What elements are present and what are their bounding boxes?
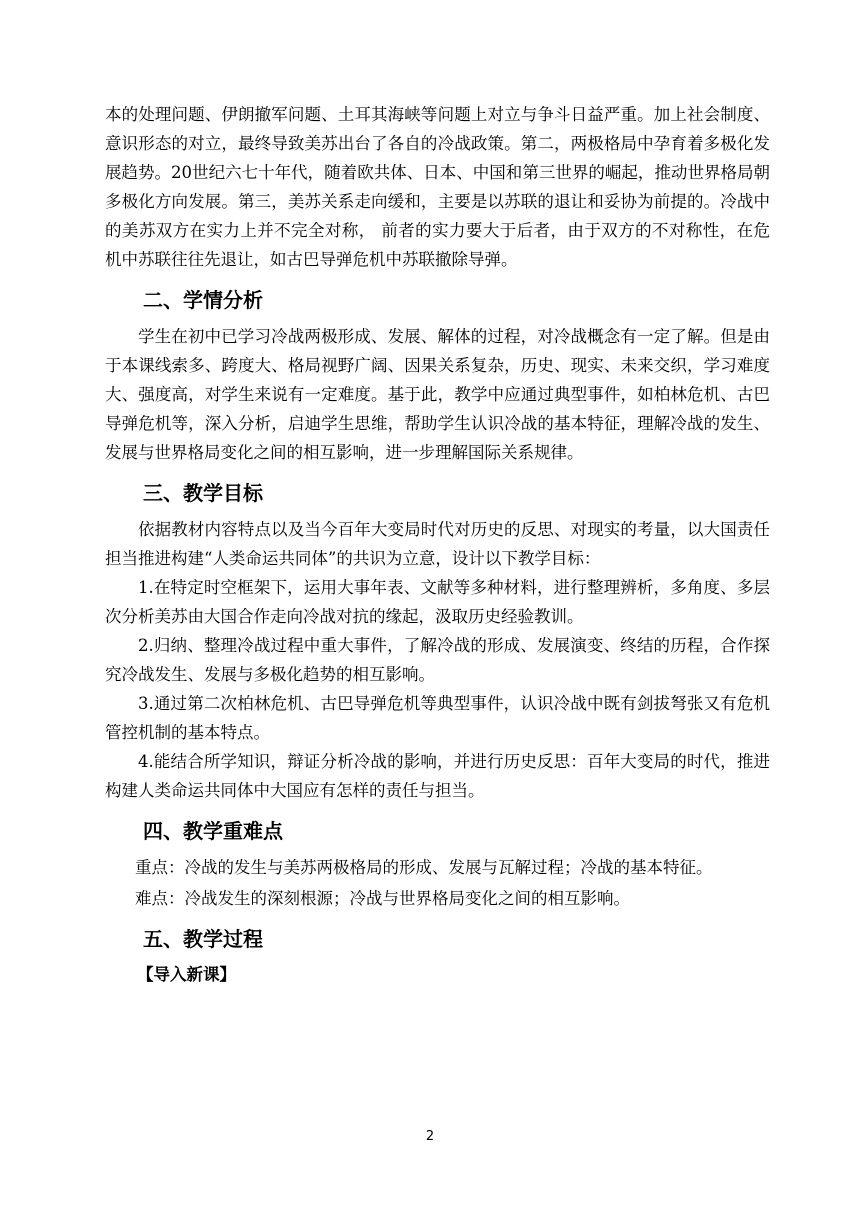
section-heading-learner-analysis: 二、学情分析 [143,288,263,312]
page-number: 2 [425,1129,435,1144]
intro-lesson-subheading: 【导入新课】 [137,965,236,984]
learner-analysis-paragraph: 学生在初中已学习冷战两极形成、发展、解体的过程，对冷战概念有一定了解。但是由于本课线索多、跨度大、格局视野广阔、因果关系复杂，历史、现实、未来交织，学习难度大、强度高，对学生来说有一定难度。基于此，教学中应通过典型事件，如柏林危机、古巴导弹危机等，深入分析，启迪学生思维，帮助学生认识冷战的基本特征，理解冷战的发生、发展与世界格局变化之间的相互影响，进一步理解国际关系规律。 [105,327,770,462]
difficult-point-text: 难点：冷战发生的深刻根源；冷战与世界格局变化之间的相互影响。 [135,889,630,908]
section-heading-teaching-goals: 三、教学目标 [143,481,263,505]
teaching-goal-item: 4.能结合所学知识，辩证分析冷战的影响，并进行历史反思：百年大变局的时代，推进构建人类命运共同体中大国应有怎样的责任与担当。 [105,752,770,800]
page-content [105,100,770,989]
section-heading-teaching-process: 五、教学过程 [143,927,263,951]
intro-paragraph: 本的处理问题、伊朗撤军问题、土耳其海峡等问题上对立与争斗日益严重。加上社会制度、意识形态的对立，最终导致美苏出台了各自的冷战政策。第二，两极格局中孕育着多极化发展趋势。20世纪六七十年代，随着欧共体、日本、中国和第三世界的崛起，推动世界格局朝多极化方向发展。第三，美苏关系走向缓和，主要是以苏联的退让和妥协为前提的。冷战中的美苏双方在实力上并不完全对称， 前者的实力要大于后者，由于双方的不对称性，在危机中苏联往往先退让，如古巴导弹危机中苏联撤除导弹。 [105,105,770,269]
key-point-text: 重点：冷战的发生与美苏两极格局的形成、发展与瓦解过程；冷战的基本特征。 [135,858,713,877]
teaching-goal-item: 3.通过第二次柏林危机、古巴导弹危机等典型事件，认识冷战中既有剑拔弩张又有危机管控机制的基本特点。 [105,694,770,742]
section-heading-key-points: 四、教学重难点 [143,819,283,843]
teaching-goal-item: 2.归纳、整理冷战过程中重大事件，了解冷战的形成、发展演变、终结的历程，合作探究冷战发生、发展与多极化趋势的相互影响。 [105,636,770,684]
teaching-goal-item: 1.在特定时空框架下，运用大事年表、文献等多种材料，进行整理辨析，多角度、多层次分析美苏由大国合作走向冷战对抗的缘起，汲取历史经验教训。 [105,578,770,626]
teaching-goals-intro: 依据教材内容特点以及当今百年大变局时代对历史的反思、对现实的考量，以大国责任担当推进构建“人类命运共同体”的共识为立意，设计以下教学目标： [105,520,770,568]
